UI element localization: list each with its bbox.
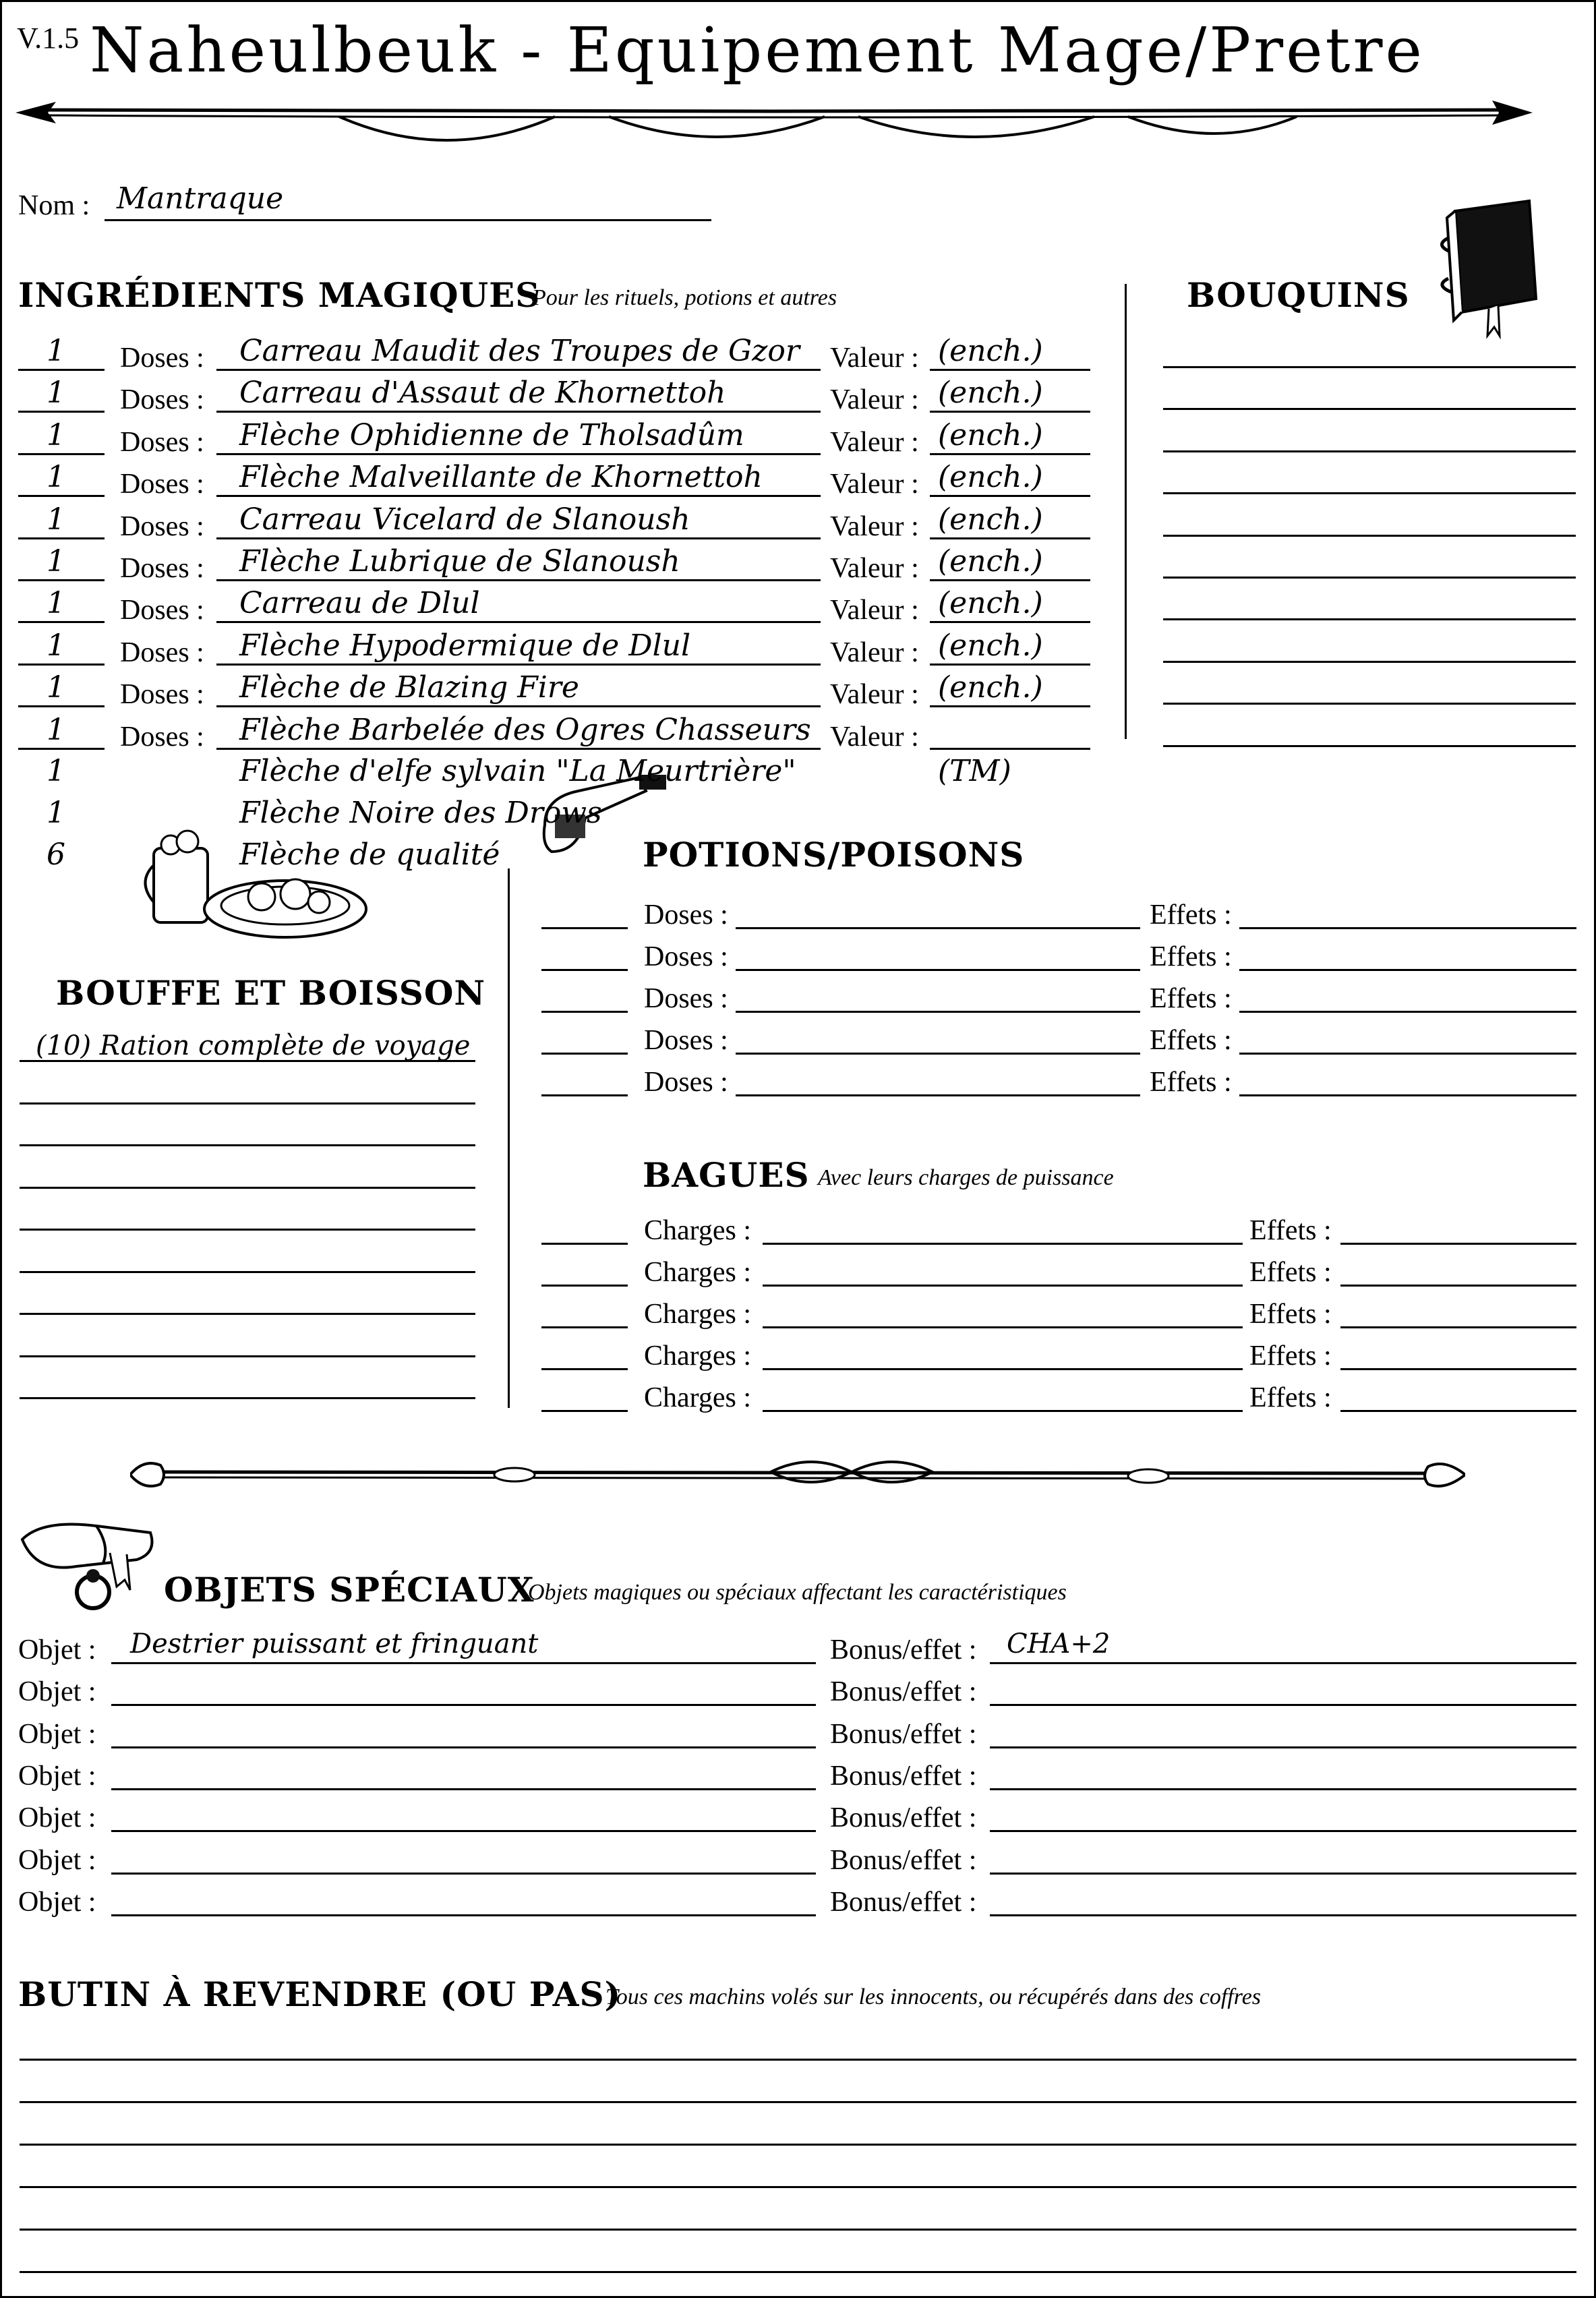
butin-line — [20, 2144, 1576, 2146]
ingredient-name[interactable]: Flèche Barbelée des Ogres Chasseurs — [239, 713, 811, 747]
ingredient-qty[interactable]: 1 — [47, 544, 65, 579]
extra-ingredient-valeur[interactable]: (TM) — [938, 754, 1011, 788]
valeur-label: Valeur : — [830, 637, 919, 668]
staff-divider-icon — [130, 1445, 1465, 1499]
ingredient-qty-line — [18, 621, 105, 623]
bouquin-line — [1163, 408, 1576, 410]
potion-qty-line — [541, 969, 628, 971]
page-title: Naheulbeuk - Equipement Mage/Pretre — [90, 14, 1425, 86]
food-line — [20, 1102, 475, 1104]
ingredient-qty-line — [18, 664, 105, 666]
ingredients-divider — [1125, 284, 1127, 739]
bague-charges-line — [763, 1326, 1243, 1328]
bonus-line — [990, 1746, 1576, 1748]
potion-effets-line — [1239, 1094, 1576, 1096]
bonus-label: Bonus/effet : — [830, 1718, 977, 1750]
bague-charges-line — [763, 1410, 1243, 1412]
book-icon — [1435, 198, 1549, 339]
ingredient-name-line — [216, 748, 821, 750]
potion-effets-label: Effets : — [1150, 900, 1232, 931]
potion-effets-label: Effets : — [1150, 1025, 1232, 1056]
ingredient-name-line — [216, 621, 821, 623]
bague-effets-line — [1340, 1326, 1576, 1328]
ingredient-name[interactable]: Flèche Hypodermique de Dlul — [239, 628, 691, 663]
objet-line — [111, 1746, 816, 1748]
bague-effets-label: Effets : — [1249, 1340, 1332, 1372]
valeur-label: Valeur : — [830, 721, 919, 753]
bague-qty-line — [541, 1243, 628, 1245]
potion-doses-line — [736, 969, 1140, 971]
bague-effets-line — [1340, 1410, 1576, 1412]
ingredient-name[interactable]: Carreau de Dlul — [239, 586, 480, 620]
food-line — [20, 1355, 475, 1357]
extra-ingredient-name[interactable]: Flèche d'elfe sylvain "La Meurtrière" — [239, 754, 796, 788]
objet-line — [111, 1788, 816, 1790]
ring-icon — [69, 1566, 117, 1614]
food-line — [20, 1271, 475, 1273]
bouquins-title: BOUQUINS — [1187, 275, 1410, 315]
bonus-label: Bonus/effet : — [830, 1634, 977, 1666]
ingredient-name-line — [216, 495, 821, 497]
valeur-label: Valeur : — [830, 384, 919, 415]
bague-charges-label: Charges : — [644, 1215, 752, 1246]
extra-ingredient-qty[interactable]: 6 — [47, 837, 65, 872]
ingredient-valeur[interactable]: (ench.) — [938, 460, 1043, 494]
ingredient-qty[interactable]: 1 — [47, 586, 65, 620]
food-line — [20, 1060, 475, 1062]
ingredient-qty[interactable]: 1 — [47, 334, 65, 368]
food-line — [20, 1229, 475, 1231]
butin-title: BUTIN À REVENDRE (OU PAS) — [18, 1974, 622, 2014]
ingredient-valeur[interactable]: (ench.) — [938, 334, 1043, 368]
potions-title: POTIONS/POISONS — [643, 835, 1025, 875]
butin-line — [20, 2186, 1576, 2188]
ingredient-valeur-line — [930, 621, 1090, 623]
ingredient-qty-line — [18, 369, 105, 371]
ingredient-qty[interactable]: 1 — [47, 460, 65, 494]
objet-label: Objet : — [18, 1844, 96, 1876]
potion-qty-line — [541, 1011, 628, 1013]
doses-label: Doses : — [120, 679, 204, 710]
bonus-line — [990, 1830, 1576, 1832]
bonus-label: Bonus/effet : — [830, 1676, 977, 1708]
doses-label: Doses : — [120, 427, 204, 458]
doses-label: Doses : — [120, 553, 204, 584]
valeur-label: Valeur : — [830, 511, 919, 542]
ingredient-qty[interactable]: 1 — [47, 418, 65, 452]
objet-line — [111, 1873, 816, 1875]
valeur-label: Valeur : — [830, 553, 919, 584]
ingredient-qty-line — [18, 748, 105, 750]
ingredient-name[interactable]: Carreau d'Assaut de Khornettoh — [239, 376, 726, 410]
bague-qty-line — [541, 1285, 628, 1287]
arrow-divider-icon — [16, 90, 1533, 150]
ingredient-qty-line — [18, 411, 105, 413]
bague-effets-label: Effets : — [1249, 1299, 1332, 1330]
doses-label: Doses : — [120, 469, 204, 500]
bague-effets-label: Effets : — [1249, 1215, 1332, 1246]
butin-line — [20, 2229, 1576, 2231]
potion-qty-line — [541, 927, 628, 929]
doses-label: Doses : — [120, 343, 204, 374]
bonus-label: Bonus/effet : — [830, 1844, 977, 1876]
potion-doses-label: Doses : — [644, 900, 728, 931]
potion-doses-line — [736, 1094, 1140, 1096]
middle-divider — [508, 868, 510, 1408]
potion-doses-line — [736, 1011, 1140, 1013]
objet-label: Objet : — [18, 1676, 96, 1708]
doses-label: Doses : — [120, 511, 204, 542]
ingredient-valeur-line — [930, 748, 1090, 750]
ingredients-title: INGRÉDIENTS MAGIQUES — [18, 275, 541, 315]
bague-effets-line — [1340, 1285, 1576, 1287]
ingredient-qty-line — [18, 705, 105, 707]
objet-label: Objet : — [18, 1760, 96, 1792]
ingredient-qty[interactable]: 1 — [47, 502, 65, 537]
food-entry[interactable]: (10) Ration complète de voyage — [36, 1030, 471, 1061]
objet-label: Objet : — [18, 1802, 96, 1834]
ingredient-valeur-line — [930, 453, 1090, 455]
name-line — [105, 219, 711, 221]
bague-charges-label: Charges : — [644, 1340, 752, 1372]
name-value[interactable]: Mantraque — [117, 181, 284, 216]
bague-charges-label: Charges : — [644, 1257, 752, 1288]
extra-ingredient-qty[interactable]: 1 — [47, 796, 65, 830]
ingredient-valeur[interactable]: (ench.) — [938, 418, 1043, 452]
ingredient-valeur[interactable]: (ench.) — [938, 376, 1043, 410]
bagues-subtitle: Avec leurs charges de puissance — [818, 1165, 1114, 1190]
extra-ingredient-name[interactable]: Flèche de qualité — [239, 837, 500, 872]
ingredient-valeur[interactable]: (ench.) — [938, 502, 1043, 537]
potion-doses-line — [736, 1053, 1140, 1055]
valeur-label: Valeur : — [830, 469, 919, 500]
ingredient-valeur[interactable]: (ench.) — [938, 544, 1043, 579]
bague-effets-label: Effets : — [1249, 1382, 1332, 1413]
bouquin-line — [1163, 661, 1576, 663]
doses-label: Doses : — [120, 384, 204, 415]
objets-subtitle: Objets magiques ou spéciaux affectant les caractéristiques — [528, 1580, 1067, 1605]
ingredient-name[interactable]: Flèche Malveillante de Khornettoh — [239, 460, 763, 494]
bague-effets-line — [1340, 1368, 1576, 1370]
bonus-label: Bonus/effet : — [830, 1760, 977, 1792]
bague-qty-line — [541, 1368, 628, 1370]
bague-qty-line — [541, 1410, 628, 1412]
doses-label: Doses : — [120, 595, 204, 626]
food-title: BOUFFE ET BOISSON — [56, 973, 486, 1013]
butin-line — [20, 2059, 1576, 2061]
bague-charges-label: Charges : — [644, 1299, 752, 1330]
ingredient-name-line — [216, 453, 821, 455]
butin-subtitle: Tous ces machins volés sur les innocents, ou récupérés dans des coffres — [605, 1984, 1262, 2009]
ingredient-name-line — [216, 411, 821, 413]
bouquin-line — [1163, 450, 1576, 452]
ingredient-name-line — [216, 579, 821, 581]
objet-value[interactable]: Destrier puissant et fringuant — [130, 1628, 539, 1659]
potion-effets-line — [1239, 969, 1576, 971]
objet-label: Objet : — [18, 1634, 96, 1666]
butin-line — [20, 2101, 1576, 2103]
ingredient-qty[interactable]: 1 — [47, 670, 65, 705]
ingredient-qty-line — [18, 495, 105, 497]
ingredient-name[interactable]: Flèche Lubrique de Slanoush — [239, 544, 680, 579]
ingredient-valeur-line — [930, 705, 1090, 707]
potion-doses-label: Doses : — [644, 1025, 728, 1056]
ingredient-name-line — [216, 537, 821, 539]
bouquin-line — [1163, 577, 1576, 579]
doses-label: Doses : — [120, 637, 204, 668]
ingredient-qty[interactable]: 1 — [47, 376, 65, 410]
ingredient-qty-line — [18, 579, 105, 581]
potion-effets-line — [1239, 1011, 1576, 1013]
potion-doses-label: Doses : — [644, 941, 728, 972]
bonus-line — [990, 1704, 1576, 1706]
food-line — [20, 1187, 475, 1189]
food-line — [20, 1144, 475, 1146]
bague-qty-line — [541, 1326, 628, 1328]
bouquin-line — [1163, 492, 1576, 494]
ingredient-qty[interactable]: 1 — [47, 713, 65, 747]
objet-line — [111, 1830, 816, 1832]
food-line — [20, 1397, 475, 1399]
food-line — [20, 1313, 475, 1315]
ingredient-valeur[interactable]: (ench.) — [938, 670, 1043, 705]
valeur-label: Valeur : — [830, 343, 919, 374]
ingredient-qty[interactable]: 1 — [47, 628, 65, 663]
bonus-label: Bonus/effet : — [830, 1802, 977, 1834]
potion-qty-line — [541, 1094, 628, 1096]
ingredient-valeur[interactable]: (ench.) — [938, 586, 1043, 620]
bague-charges-line — [763, 1368, 1243, 1370]
potion-effets-label: Effets : — [1150, 983, 1232, 1014]
ingredients-subtitle: Pour les rituels, potions et autres — [532, 285, 837, 310]
ingredient-name[interactable]: Flèche de Blazing Fire — [239, 670, 579, 705]
bouquin-line — [1163, 366, 1576, 368]
potion-qty-line — [541, 1053, 628, 1055]
ingredient-name[interactable]: Carreau Maudit des Troupes de Gzor — [239, 334, 800, 368]
bague-effets-line — [1340, 1243, 1576, 1245]
bouquin-line — [1163, 535, 1576, 537]
extra-ingredient-qty[interactable]: 1 — [47, 754, 65, 788]
doses-label: Doses : — [120, 721, 204, 753]
butin-line — [20, 2271, 1576, 2273]
ingredient-valeur[interactable]: (ench.) — [938, 628, 1043, 663]
objet-label: Objet : — [18, 1886, 96, 1918]
bonus-value[interactable]: CHA+2 — [1007, 1628, 1111, 1659]
ingredient-valeur-line — [930, 369, 1090, 371]
objets-title: OBJETS SPÉCIAUX — [164, 1570, 535, 1610]
extra-ingredient-name[interactable]: Flèche Noire des Drows — [239, 796, 602, 830]
valeur-label: Valeur : — [830, 427, 919, 458]
ingredient-valeur-line — [930, 537, 1090, 539]
ingredient-name-line — [216, 664, 821, 666]
ingredient-valeur-line — [930, 411, 1090, 413]
bague-charges-line — [763, 1243, 1243, 1245]
ingredient-name[interactable]: Flèche Ophidienne de Tholsadûm — [239, 418, 744, 452]
bouquin-line — [1163, 745, 1576, 747]
bague-effets-label: Effets : — [1249, 1257, 1332, 1288]
ingredient-valeur-line — [930, 495, 1090, 497]
objet-line — [111, 1914, 816, 1916]
ingredient-valeur-line — [930, 664, 1090, 666]
version-label: V.1.5 — [17, 22, 80, 55]
bonus-line — [990, 1788, 1576, 1790]
bonus-label: Bonus/effet : — [830, 1886, 977, 1918]
valeur-label: Valeur : — [830, 595, 919, 626]
bonus-line — [990, 1914, 1576, 1916]
potion-doses-label: Doses : — [644, 1067, 728, 1098]
bonus-line — [990, 1873, 1576, 1875]
objet-line — [111, 1662, 816, 1664]
potion-effets-label: Effets : — [1150, 941, 1232, 972]
potion-doses-label: Doses : — [644, 983, 728, 1014]
objet-line — [111, 1704, 816, 1706]
potion-doses-line — [736, 927, 1140, 929]
ingredient-qty-line — [18, 537, 105, 539]
name-label: Nom : — [18, 190, 90, 221]
bague-charges-label: Charges : — [644, 1382, 752, 1413]
potion-effets-line — [1239, 927, 1576, 929]
bagues-title: BAGUES — [643, 1155, 810, 1195]
ingredient-qty-line — [18, 453, 105, 455]
bouquin-line — [1163, 618, 1576, 620]
objet-label: Objet : — [18, 1718, 96, 1750]
valeur-label: Valeur : — [830, 679, 919, 710]
bonus-line — [990, 1662, 1576, 1664]
ingredient-name-line — [216, 369, 821, 371]
potion-effets-label: Effets : — [1150, 1067, 1232, 1098]
bouquin-line — [1163, 703, 1576, 705]
ingredient-valeur-line — [930, 579, 1090, 581]
ingredient-name[interactable]: Carreau Vicelard de Slanoush — [239, 502, 690, 537]
bague-charges-line — [763, 1285, 1243, 1287]
potion-effets-line — [1239, 1053, 1576, 1055]
ingredient-name-line — [216, 705, 821, 707]
